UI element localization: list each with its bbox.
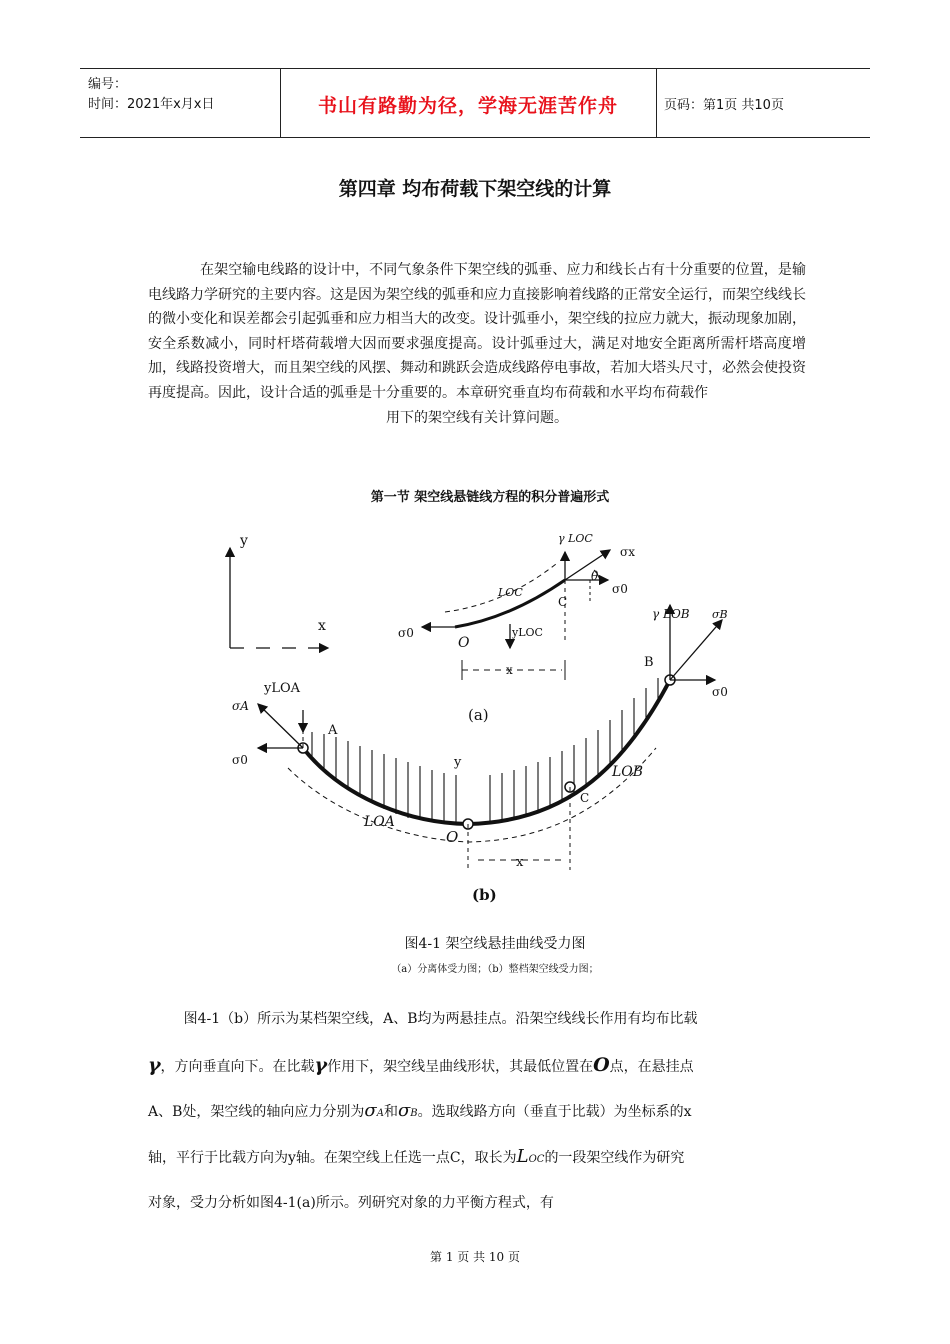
subscript: A bbox=[376, 1108, 384, 1119]
figure-caption: 图4-1 架空线悬挂曲线受力图 bbox=[404, 936, 586, 952]
sigma-a-label: σA bbox=[232, 699, 249, 713]
body-text: 的一段架空线作为研究 bbox=[544, 1150, 685, 1166]
intro-last-line: 用下的架空线有关计算问题。 bbox=[386, 409, 568, 426]
body-text: 和 bbox=[383, 1104, 398, 1120]
body-text: ，方向垂直向下。在比载 bbox=[160, 1059, 315, 1075]
header-divider bbox=[656, 69, 657, 137]
span-x-a-label: x bbox=[506, 663, 513, 677]
body-paragraph bbox=[148, 1004, 808, 1234]
subscript: B bbox=[410, 1108, 418, 1119]
gamma-symbol: γ bbox=[148, 1054, 161, 1076]
lob-label: LOB bbox=[612, 764, 644, 780]
part-b-label: (b) bbox=[472, 886, 497, 904]
subscript: OC bbox=[528, 1154, 545, 1165]
body-text: 图4-1（b）所示为某档架空线，A、B均为两悬挂点。沿架空线线长作用有均布比载 bbox=[183, 1011, 698, 1027]
point-a-label: A bbox=[328, 723, 338, 738]
sigma-symbol: σ bbox=[364, 1100, 377, 1121]
sigma0-left-label: σ0 bbox=[398, 626, 414, 640]
gamma-lob-label: γ LOB bbox=[652, 607, 690, 621]
body-line bbox=[148, 1050, 808, 1096]
l-symbol: L bbox=[516, 1146, 529, 1167]
body-text: 作用下，架空线呈曲线形状，其最低位置在 bbox=[327, 1059, 594, 1075]
sigma0-b-right-label: σ0 bbox=[712, 685, 728, 699]
point-o-b-label: O bbox=[446, 828, 459, 846]
body-text: A、B处，架空线的轴向应力分别为 bbox=[148, 1104, 365, 1120]
document-date: 时间：2021年x月x日 bbox=[88, 97, 215, 112]
intro-paragraph bbox=[148, 258, 806, 430]
span-x-b-label: x bbox=[516, 855, 524, 870]
o-symbol: O bbox=[593, 1054, 610, 1076]
loa-label: LOA bbox=[364, 814, 395, 830]
body-text: 轴，平行于比载方向为y轴。在架空线上任选一点C，取长为 bbox=[148, 1150, 517, 1166]
y-loa-label: yLOA bbox=[264, 681, 301, 696]
figure-4-1 bbox=[200, 520, 760, 920]
intro-text: 在架空输电线路的设计中，不同气象条件下架空线的弧垂、应力和线长占有十分重要的位置，是输电线路力学研究的主要内容。这是因为架空线的弧垂和应力直接影响着线路的正常安全运行，而架空线线长的微小变化和误差都会引起弧垂和应力相当大的改变。设计弧垂小，架空线的拉应力就大，振动现象加剧，安全系数减小，同时杆塔荷载增大因而要求强度提高。设计弧垂过大，满足对地安全距离所需杆塔高度增加，线路投资增大，而且架空线的风摆、舞动和跳跃会造成线路停电事故，若加大塔头尺寸，必然会使投资再度提高。因此，设计合适的弧垂是十分重要的。本章研究垂直均布荷载和水平均布荷载作 bbox=[148, 262, 806, 401]
load-y-label: y bbox=[454, 755, 462, 770]
coordinate-axes bbox=[230, 533, 328, 648]
body-text: 对象，受力分析如图4-1(a)所示。列研究对象的力平衡方程式，有 bbox=[148, 1195, 554, 1211]
page-header bbox=[80, 68, 870, 138]
axis-y-label: y bbox=[240, 533, 248, 549]
body-line bbox=[148, 1188, 808, 1234]
chapter-title: 第四章 均布荷载下架空线的计算 bbox=[338, 178, 612, 200]
theta-label: θ bbox=[591, 569, 599, 583]
body-text: 。选取线路方向（垂直于比载）为坐标系的x bbox=[417, 1104, 692, 1120]
y-loc-label: yLOC bbox=[512, 626, 543, 639]
sigma-x-label: σx bbox=[620, 545, 635, 559]
free-body-diagram bbox=[398, 532, 635, 724]
sigma0-right-label: σ0 bbox=[612, 582, 628, 596]
page-info: 页码：第1页 共10页 bbox=[664, 98, 784, 113]
span-diagram bbox=[232, 605, 728, 904]
header-motto: 书山有路勤为径，学海无涯苦作舟 bbox=[317, 95, 618, 117]
gamma-loc-label: γ LOC bbox=[558, 532, 593, 545]
body-line bbox=[148, 1096, 808, 1142]
point-o-a-label: O bbox=[458, 635, 470, 651]
load-hatching bbox=[312, 678, 658, 824]
loc-label: LOC bbox=[498, 586, 523, 599]
point-b-label: B bbox=[644, 655, 654, 670]
point-c-a-label: C bbox=[558, 595, 568, 609]
axis-x-label: x bbox=[318, 618, 326, 634]
sigma-b-label: σB bbox=[712, 608, 728, 621]
sigma0-b-left-label: σ0 bbox=[232, 753, 248, 767]
section-title: 第一节 架空线悬链线方程的积分普遍形式 bbox=[370, 490, 610, 505]
page-footer: 第 1 页 共 10 页 bbox=[430, 1250, 520, 1264]
figure-subcaption: （a）分离体受力图；（b）整档架空线受力图； bbox=[391, 964, 599, 975]
part-a-label: (a) bbox=[468, 706, 489, 724]
header-meta bbox=[88, 75, 214, 115]
gamma-symbol: γ bbox=[314, 1054, 328, 1076]
document-number-label: 编号： bbox=[88, 77, 128, 92]
body-text: 点，在悬挂点 bbox=[609, 1059, 694, 1075]
body-line bbox=[148, 1142, 808, 1188]
point-c-b-label: C bbox=[580, 791, 590, 805]
body-line bbox=[148, 1004, 808, 1050]
sigma-symbol: σ bbox=[397, 1100, 411, 1121]
